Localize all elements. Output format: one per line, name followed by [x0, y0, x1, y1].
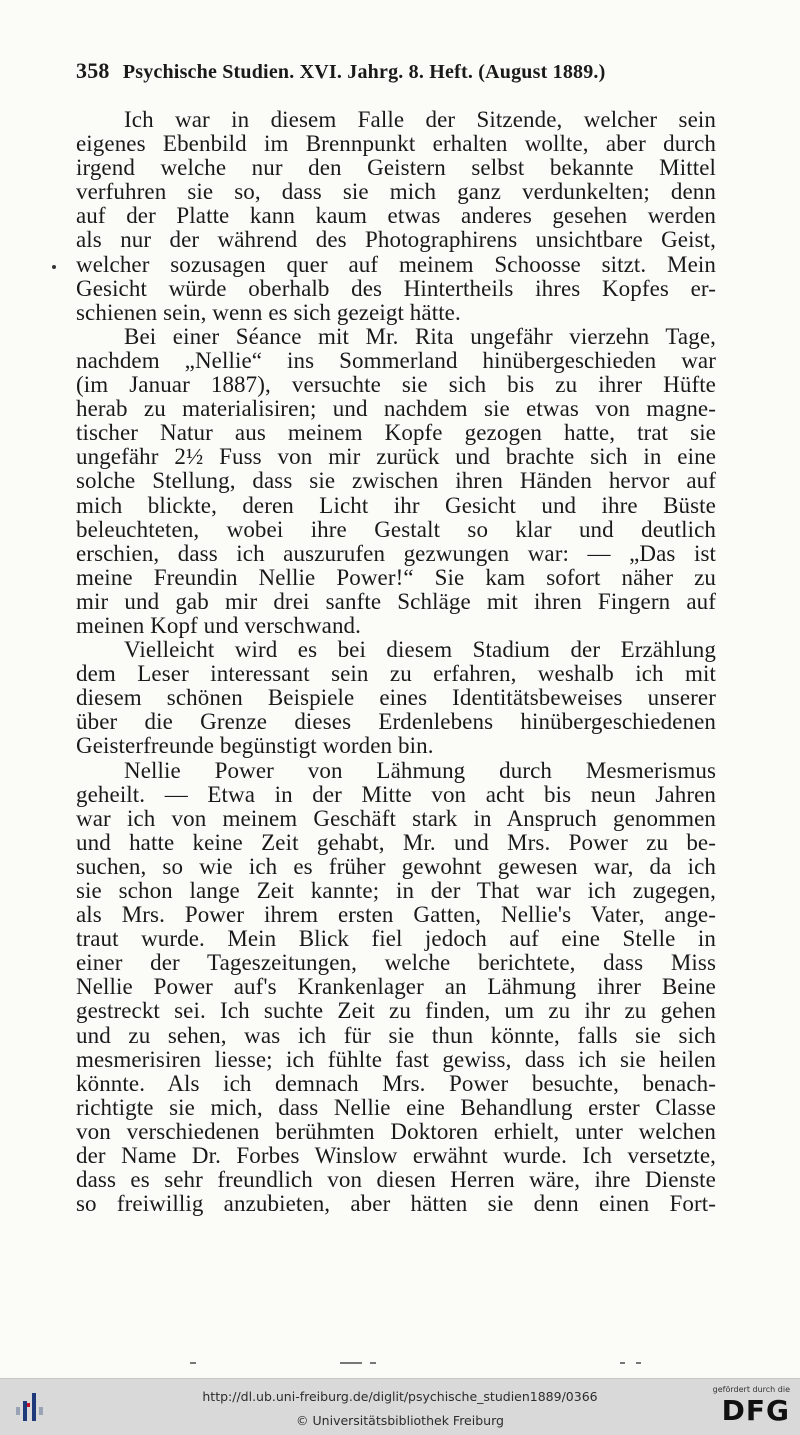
text-line: verfuhren sie so, dass sie mich ganz verdunkelten; denn [76, 179, 716, 205]
text-line: diesem schönen Beispiele eines Identitätsbeweises unserer [76, 685, 716, 711]
text-line: Nellie Power von Lähmung durch Mesmerismus [124, 757, 716, 783]
text-line: herab zu materialisiren; und nachdem sie etwas von magne- [76, 396, 716, 422]
text-line: Geisterfreunde begünstigt worden bin. [76, 733, 434, 759]
margin-mark [52, 265, 56, 269]
text-line: mich blickte, deren Licht ihr Gesicht und ihre Büste [76, 492, 716, 518]
text-line: richtigte sie mich, dass Nellie eine Behandlung erster Classe [76, 1094, 716, 1120]
text-line: als Mrs. Power ihrem ersten Gatten, Nellie's Vater, ange- [76, 902, 716, 928]
text-line: über die Grenze dieses Erdenlebens hinübergeschiedenen [76, 709, 716, 735]
text-line: geheilt. — Etwa in der Mitte von acht bis neun Jahren [76, 781, 716, 807]
text-line: gestreckt sei. Ich suchte Zeit zu finden, um zu ihr zu gehen [76, 998, 716, 1024]
paragraph [76, 108, 716, 325]
copyright-notice: © Universitätsbibliothek Freiburg [296, 1413, 504, 1428]
text-line: Gesicht würde oberhalb des Hintertheils ihres Kopfes er- [76, 275, 716, 301]
paragraph [76, 759, 716, 1217]
body-text [76, 108, 716, 1216]
text-line: dem Leser interessant sein zu erfahren, weshalb ich mit [76, 661, 716, 687]
dfg-wordmark: DFG [721, 1394, 790, 1427]
text-line: sie schon lange Zeit kannte; in der That war ich zugegen, [76, 878, 716, 903]
text-line: eigenes Ebenbild im Brennpunkt erhalten wollte, aber durch [76, 131, 716, 157]
page-number: 358 [76, 58, 110, 83]
text-line: suchen, so wie ich es früher gewohnt gewesen war, da ich [76, 853, 716, 879]
paragraph [76, 325, 716, 638]
text-line: tischer Natur aus meinem Kopfe gezogen hatte, trat sie [76, 420, 716, 446]
text-line: meine Freundin Nellie Power!“ Sie kam sofort näher zu [76, 564, 716, 590]
paragraph [76, 638, 716, 758]
text-line: mir und gab mir drei sanfte Schläge mit ihren Fingern auf [76, 588, 716, 614]
text-line: schienen sein, wenn es sich gezeigt hätte. [76, 299, 461, 325]
text-line: irgend welche nur den Geistern selbst bekannte Mittel [76, 155, 716, 181]
text-line: nachdem „Nellie“ ins Sommerland hinübergeschieden war [76, 347, 716, 373]
text-line: so freiwillig anzubieten, aber hätten sie denn einen Fort- [76, 1191, 716, 1217]
text-line: auf der Platte kann kaum etwas anderes gesehen werden [76, 203, 716, 229]
funder-caption: gefördert durch die [712, 1385, 790, 1394]
text-line: Vielleicht wird es bei diesem Stadium der Erzählung [124, 637, 716, 663]
text-line: Nellie Power auf's Krankenlager an Lähmung ihrer Beine [76, 974, 716, 1000]
text-line: beleuchteten, wobei ihre Gestalt so klar und deutlich [76, 516, 716, 542]
text-line: Ich war in diesem Falle der Sitzende, welcher sein [124, 107, 716, 132]
text-line: traut wurde. Mein Blick fiel jedoch auf eine Stelle in [76, 926, 716, 952]
text-line: könnte. Als ich demnach Mrs. Power besuchte, benach- [76, 1070, 716, 1096]
dfg-logo [706, 1385, 790, 1431]
text-line: welcher sozusagen quer auf meinem Schoosse sitzt. Mein [76, 251, 716, 277]
text-line: war ich von meinem Geschäft stark in Anspruch genommen [76, 805, 716, 831]
viewer-footer [0, 1378, 800, 1435]
text-line: Bei einer Séance mit Mr. Rita ungefähr vierzehn Tage, [124, 323, 716, 349]
text-line: erschien, dass ich auszurufen gezwungen war: — „Das ist [76, 540, 716, 566]
text-line: einer der Tageszeitungen, welche berichtete, dass Miss [76, 950, 716, 976]
text-line: dass es sehr freundlich von diesen Herren wäre, ihre Dienste [76, 1167, 716, 1193]
running-title: Psychische Studien. XVI. Jahrg. 8. Heft. (August 1889.) [122, 61, 606, 83]
text-line: als nur der während des Photographirens unsichtbare Geist, [76, 227, 716, 253]
text-line: meinen Kopf und verschwand. [76, 612, 362, 638]
text-line: (im Januar 1887), versuchte sie sich bis zu ihrer Hüfte [76, 372, 716, 398]
text-line: ungefähr 2½ Fuss von mir zurück und brachte sich in eine [76, 444, 716, 470]
text-line: von verschiedenen berühmten Doktoren erhielt, unter welchen [76, 1118, 716, 1144]
text-line: und zu sehen, was ich für sie thun könnte, falls sie sich [76, 1022, 716, 1048]
source-url-link[interactable]: http://dl.ub.uni-freiburg.de/diglit/psychische_studien1889/0366 [202, 1389, 598, 1404]
running-head [76, 58, 716, 88]
text-line: solche Stellung, dass sie zwischen ihren Händen hervor auf [76, 468, 716, 494]
page-bottom-specks [190, 1360, 650, 1366]
text-line: mesmerisiren liesse; ich fühlte fast gewiss, dass ich sie heilen [76, 1046, 716, 1072]
text-line: und hatte keine Zeit gehabt, Mr. und Mrs. Power zu be- [76, 829, 716, 855]
text-line: der Name Dr. Forbes Winslow erwähnt wurde. Ich versetzte, [76, 1143, 716, 1169]
